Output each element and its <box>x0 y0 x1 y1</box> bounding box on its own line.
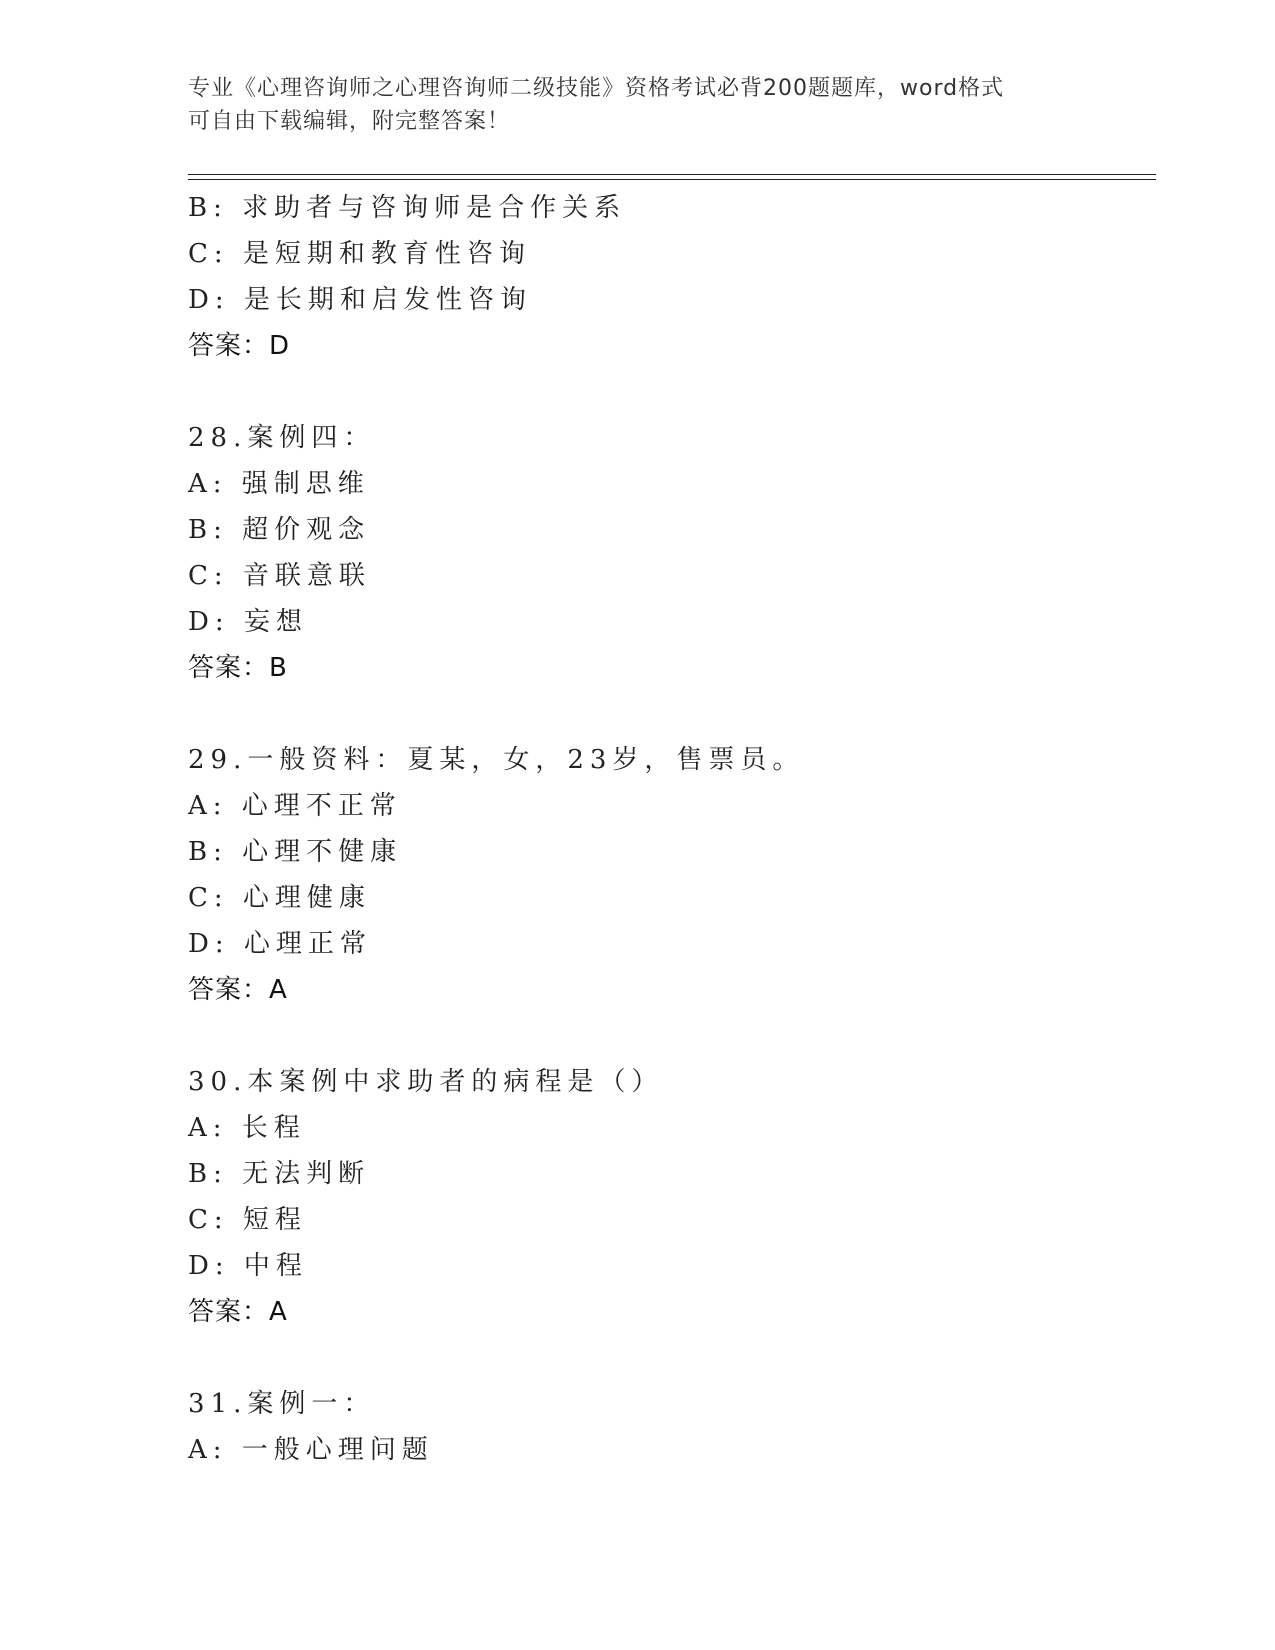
option-a: A: 心理不正常 <box>188 791 402 821</box>
question-block-29 <box>188 737 1156 1013</box>
option-a: A: 一般心理问题 <box>188 1435 434 1465</box>
question-title: 29.一般资料：夏某，女，23岁，售票员。 <box>188 745 805 775</box>
answer-line: 答案：B <box>188 653 288 683</box>
option-a: A: 长程 <box>188 1113 306 1143</box>
option-d: D: 是长期和启发性咨询 <box>188 285 532 315</box>
question-title: 30.本案例中求助者的病程是（） <box>188 1067 664 1097</box>
option-b: B: 无法判断 <box>188 1159 371 1189</box>
question-block-30 <box>188 1059 1156 1335</box>
answer-line: 答案：D <box>188 331 291 361</box>
option-c: C: 短程 <box>188 1205 307 1235</box>
option-b: B: 求助者与咨询师是合作关系 <box>188 193 627 223</box>
header-divider-top <box>188 174 1156 175</box>
option-d: D: 心理正常 <box>188 929 372 959</box>
option-d: D: 中程 <box>188 1251 308 1281</box>
header-divider-bottom <box>188 179 1156 180</box>
question-block-27 <box>188 185 1156 369</box>
spacer <box>188 691 1156 737</box>
question-title: 28.案例四： <box>188 423 376 453</box>
option-c: C: 是短期和教育性咨询 <box>188 239 531 269</box>
answer-line: 答案：A <box>188 1297 288 1327</box>
document-header <box>188 72 1088 138</box>
option-c: C: 心理健康 <box>188 883 371 913</box>
answer-line: 答案：A <box>188 975 288 1005</box>
spacer <box>188 369 1156 415</box>
option-c: C: 音联意联 <box>188 561 371 591</box>
option-b: B: 超价观念 <box>188 515 371 545</box>
question-block-28 <box>188 415 1156 691</box>
spacer <box>188 1013 1156 1059</box>
question-block-31 <box>188 1381 1156 1473</box>
spacer <box>188 1335 1156 1381</box>
option-d: D: 妄想 <box>188 607 308 637</box>
option-b: B: 心理不健康 <box>188 837 403 867</box>
header-line-1: 专业《心理咨询师之心理咨询师二级技能》资格考试必背200题题库，word格式 <box>188 76 1005 101</box>
option-a: A: 强制思维 <box>188 469 370 499</box>
question-list <box>188 185 1156 1473</box>
header-line-2: 可自由下载编辑，附完整答案！ <box>188 109 511 134</box>
question-title: 31.案例一： <box>188 1389 376 1419</box>
